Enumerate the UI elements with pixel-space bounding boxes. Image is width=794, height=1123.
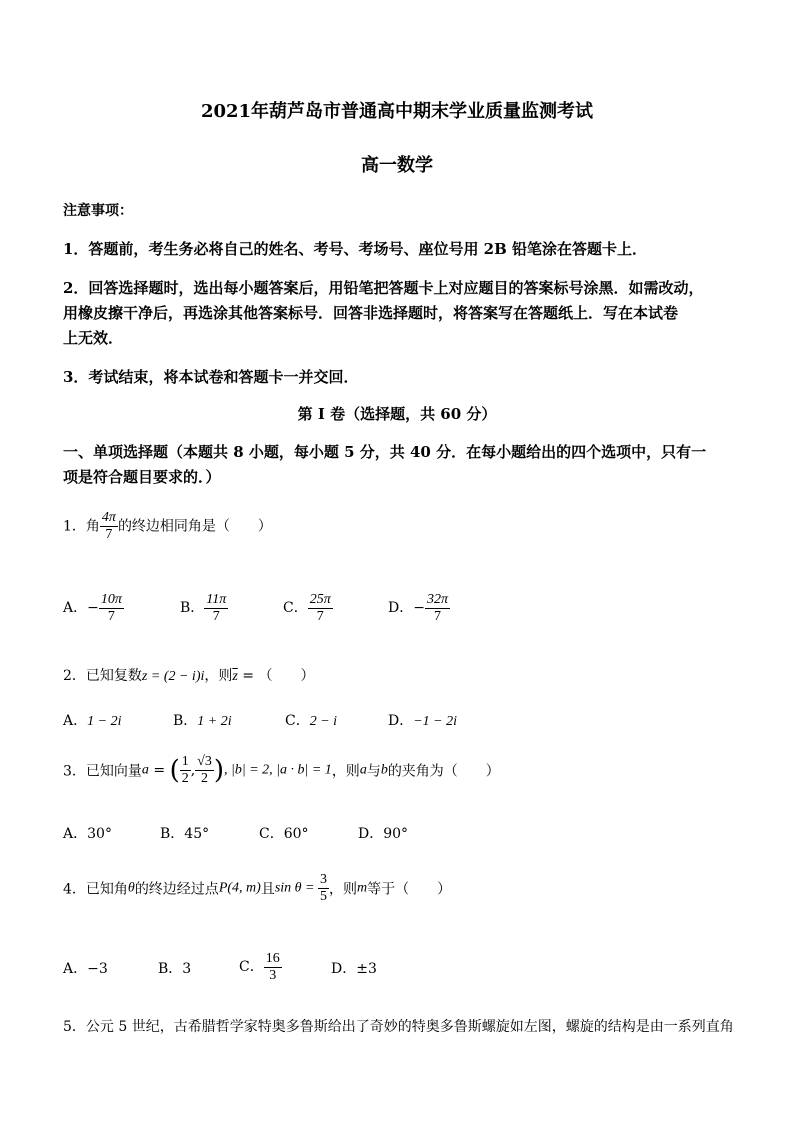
q3-option-d: D．90°	[358, 826, 409, 842]
q1-option-c: C． $\frac{25\pi}{7}$	[283, 591, 331, 624]
section-heading-line-1: 一、单项选择题（本题共 8 小题，每小题 5 分，共 40 分．在每小题给出的四个选项中，只有一	[63, 443, 707, 461]
notice-item-1: 1．答题前，考生务必将自己的姓名、考号、考场号、座位号用 2B 铅笔涂在答题卡上．	[63, 240, 648, 258]
q1-option-d: D．− $\frac{32\pi}{7}$	[388, 591, 448, 624]
q1-prefix: 1．角	[63, 518, 100, 535]
exam-subtitle: 高一数学	[361, 155, 433, 176]
q3-option-a: A．30°	[63, 826, 112, 842]
question-1-options	[63, 589, 743, 631]
q4-option-a: A．−3	[63, 961, 108, 977]
exam-title: 2021年葫芦岛市普通高中期末学业质量监测考试	[200, 101, 594, 122]
question-3: 3．已知向量a = ( $\frac{1}{2}$ , $\frac{√3}{2}$ ), |b| = 2, |a · b| = 1，则a与b的夹角为（ ）	[63, 754, 500, 786]
notice-item-2-line-2: 用橡皮擦干净后，再选涂其他答案标号．回答非选择题时，将答案写在答题纸上．写在本试卷	[63, 304, 679, 322]
notice-item-3: 3．考试结束，将本试卷和答题卡一并交回．	[63, 368, 359, 386]
question-1	[63, 510, 272, 543]
question-4: 4．已知角θ的终边经过点P(4, m)且sin θ = $\frac{3}{5}$ ，则m等于（ ）	[63, 872, 452, 904]
q2-option-a: A．1 − 2i	[63, 713, 122, 729]
q1-option-b: B． $\frac{11\pi}{7}$	[180, 591, 227, 624]
q2-option-d: D．−1 − 2i	[388, 713, 458, 729]
q4-option-b: B．3	[158, 961, 192, 977]
q1-suffix: 的终边相同角是（ ）	[117, 518, 272, 535]
section-heading-line-2: 项是符合题目要求的．）	[63, 468, 221, 486]
q3-option-b: B．45°	[160, 826, 210, 842]
q1-option-a: A．− $\frac{10\pi}{7}$	[63, 591, 122, 624]
question-2-options	[63, 710, 743, 732]
q2-option-b: B．1 + 2i	[173, 713, 232, 729]
q3-option-c: C．60°	[259, 826, 309, 842]
q4-option-d: D．±3	[331, 961, 377, 977]
question-4-options	[63, 948, 743, 988]
notice-item-2-line-1: 2．回答选择题时，选出每小题答案后，用铅笔把答题卡上对应题目的答案标号涂黑．如需改动，	[63, 279, 704, 297]
notice-item-2-line-3: 上无效．	[63, 329, 124, 347]
part-1-heading: 第 I 卷（选择题，共 60 分）	[297, 405, 497, 423]
question-5: 5．公元 5 世纪，古希腊哲学家特奥多鲁斯给出了奇妙的特奥多鲁斯螺旋如左图，螺旋的结构是由一系列直角	[63, 1019, 734, 1035]
notice-heading: 注意事项：	[63, 203, 133, 219]
q2-option-c: C．2 − i	[285, 713, 338, 729]
q1-fraction: $\frac{4\pi}{7}$	[101, 510, 116, 542]
q4-option-c: C． $\frac{16}{3}$	[239, 950, 280, 983]
question-2: 2．已知复数z = (2 − i)i，则$\overline{z}$ = （ ）	[63, 668, 315, 684]
question-3-options	[63, 823, 743, 845]
